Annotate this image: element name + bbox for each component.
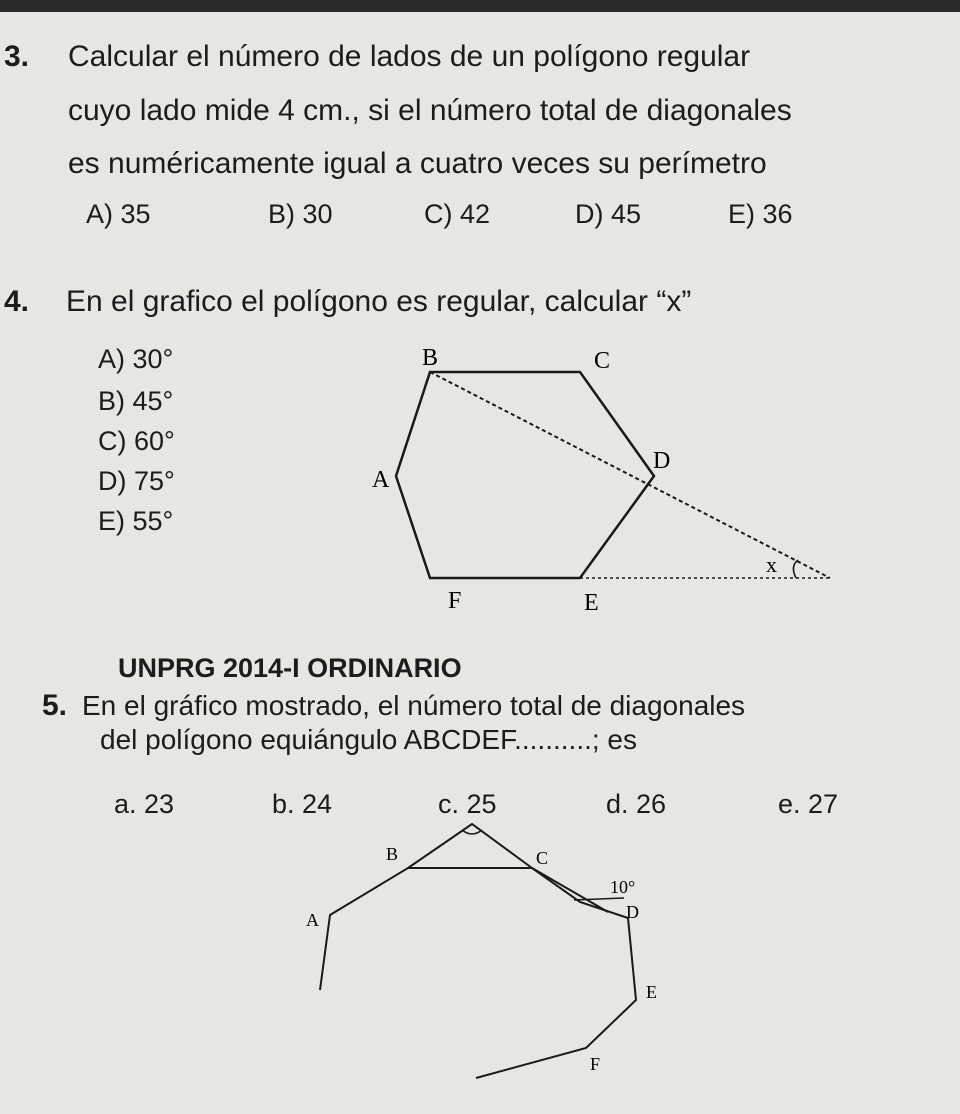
- q5-option-b: b. 24: [272, 789, 333, 819]
- q5-number: 5.: [42, 689, 68, 722]
- label-f: F: [590, 1054, 601, 1074]
- label-d: D: [626, 902, 639, 922]
- q4-option-a: A) 30°: [98, 344, 174, 374]
- label-b: B: [422, 345, 439, 371]
- q5-option-c: c. 25: [438, 789, 497, 819]
- q4-option-b: B) 45°: [98, 386, 174, 416]
- label-a: A: [306, 910, 319, 930]
- label-c: C: [536, 848, 549, 868]
- label-f: F: [448, 588, 462, 614]
- q3-option-d: D) 45: [575, 199, 642, 229]
- label-d: D: [653, 448, 671, 474]
- q4-text: En el grafico el polígono es regular, calcular “x”: [66, 285, 692, 318]
- source-label: UNPRG 2014-I ORDINARIO: [118, 653, 462, 683]
- angle-10-label: 10°: [610, 877, 636, 897]
- q4-option-e: E) 55°: [98, 506, 174, 536]
- q3-option-b: B) 30: [268, 199, 333, 229]
- apex-angle-arc: [462, 830, 482, 834]
- angle-ray: [574, 898, 624, 900]
- label-x: x: [766, 552, 777, 577]
- label-b: B: [386, 844, 399, 864]
- q5-option-d: d. 26: [606, 789, 667, 819]
- q5-option-e: e. 27: [778, 789, 839, 819]
- q3-option-a: A) 35: [86, 199, 151, 229]
- label-a: A: [372, 467, 390, 493]
- label-c: C: [594, 348, 611, 374]
- q3-line-2: cuyo lado mide 4 cm., si el número total de diagonales: [68, 94, 792, 127]
- q5-line-2: del polígono equiángulo ABCDEF..........; es: [100, 724, 638, 755]
- apex-triangle: [408, 824, 532, 868]
- q5-option-a: a. 23: [114, 789, 175, 819]
- q3-option-e: E) 36: [728, 199, 793, 229]
- q3-line-1: Calcular el número de lados de un polígono regular: [68, 40, 751, 73]
- q5-line-1: En el gráfico mostrado, el número total de diagonales: [82, 690, 746, 721]
- q3-line-3: es numéricamente igual a cuatro veces su perímetro: [68, 147, 767, 180]
- q4-option-d: D) 75°: [98, 466, 175, 496]
- q3-option-c: C) 42: [424, 199, 491, 229]
- q3-number: 3.: [4, 40, 30, 73]
- q4-option-c: C) 60°: [98, 426, 175, 456]
- label-e: E: [646, 982, 657, 1002]
- extension-line-cd: [532, 868, 608, 912]
- label-e: E: [584, 590, 599, 616]
- q4-number: 4.: [4, 285, 30, 318]
